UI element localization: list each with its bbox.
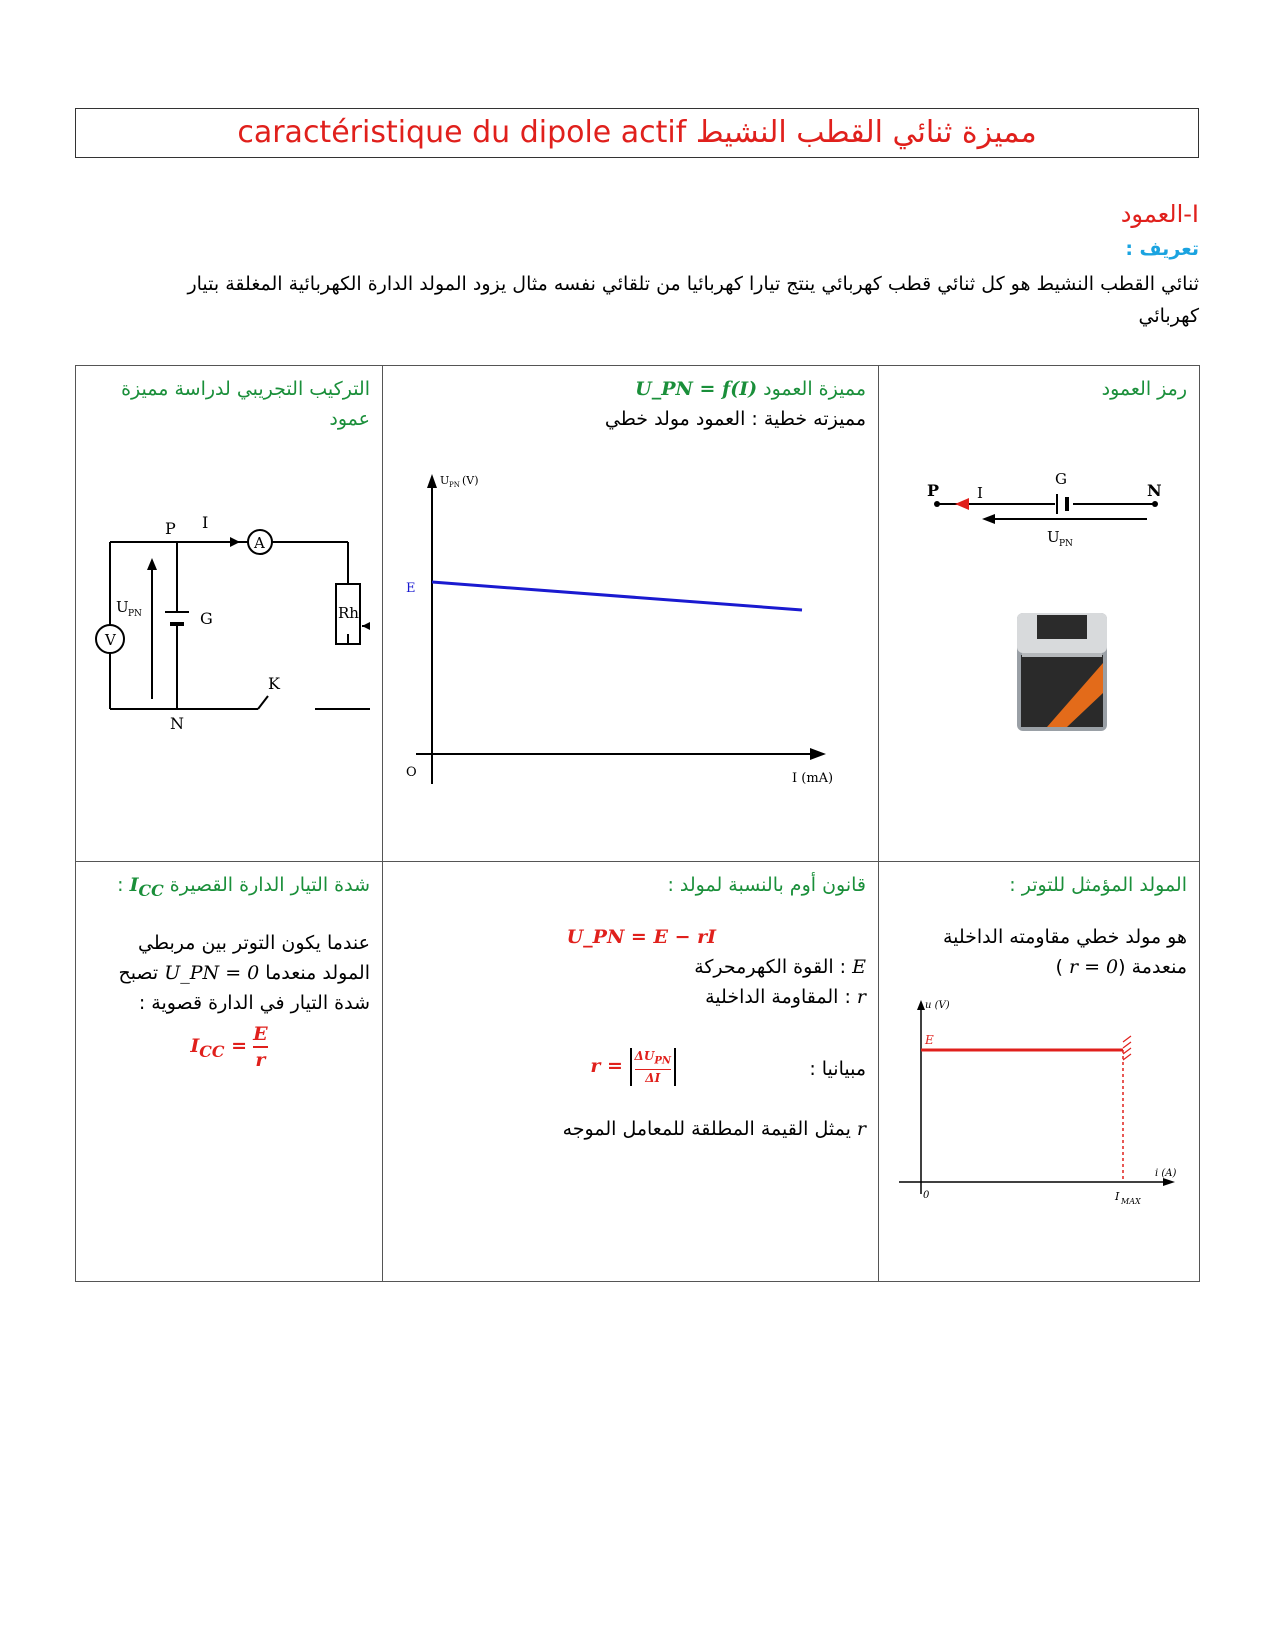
- symbol-label-i: I: [977, 484, 983, 502]
- characteristic-cell: [383, 366, 879, 862]
- section-heading: I-العمود: [1120, 200, 1199, 228]
- characteristic-formula: U_PN = f(I): [635, 378, 758, 400]
- circuit-label-u: U: [116, 598, 129, 616]
- icc-text-1: عندما يكون التوتر بين مربطي المولد منعدما: [138, 931, 370, 984]
- r-formula-num: ΔU: [634, 1049, 655, 1063]
- ideal-header: المولد المؤمثل للتوتر :: [1009, 874, 1187, 896]
- ohm-cell: [383, 862, 879, 1282]
- ideal-graph-imax: I: [1115, 1190, 1120, 1203]
- ohm-r-line: [395, 982, 866, 1012]
- graph-e-label: E: [406, 581, 416, 596]
- ideal-text: [891, 922, 1187, 982]
- circuit-diagram: [80, 474, 370, 734]
- battery-photo: [897, 593, 1187, 733]
- characteristic-graph: [396, 464, 866, 794]
- ohm-e-line: [395, 952, 866, 982]
- symbol-label-p: P: [927, 481, 940, 500]
- symbol-header: رمز العمود: [1101, 378, 1187, 400]
- circuit-label-u-sub: PN: [128, 609, 142, 619]
- characteristic-line: [432, 582, 802, 610]
- characteristic-header-text: مميزة العمود: [763, 378, 866, 400]
- definition-heading: تعريف :: [1125, 238, 1199, 260]
- setup-cell: [76, 366, 383, 862]
- battery-symbol: [897, 464, 1187, 564]
- content-table: [75, 365, 1200, 1282]
- ideal-graph-imax-sub: MAX: [1121, 1197, 1141, 1206]
- circuit-label-p: P: [165, 519, 176, 538]
- icc-formula-sub: CC: [199, 1042, 225, 1062]
- icc-text-2: تصبح شدة التيار في الدارة قصوية :: [118, 961, 370, 1014]
- ideal-text-1: هو مولد خطي مقاومته الداخلية منعدمة (: [942, 926, 1187, 978]
- r-meaning-symbol: r: [856, 1118, 866, 1140]
- icc-cell: [76, 862, 383, 1282]
- symbol-cell: [879, 366, 1200, 862]
- circuit-label-rh: Rh: [338, 604, 359, 622]
- icc-formula-num: E: [253, 1022, 267, 1048]
- icc-symbol: I: [129, 874, 139, 896]
- icc-colon: :: [117, 874, 130, 896]
- icc-formula: $I_{CC}$ = $\frac{E}{r}$: [190, 1022, 268, 1071]
- circuit-label-k: K: [268, 674, 280, 693]
- ohm-r-symbol: r: [856, 986, 866, 1008]
- page-title: caractéristique du dipole actif مميزة ثنائي القطب النشيط: [75, 108, 1199, 158]
- graph-y-sub: PN: [449, 481, 460, 489]
- circuit-label-i: I: [202, 513, 209, 532]
- ohm-r-desc: : المقاومة الداخلية: [705, 986, 857, 1008]
- icc-formula-den: r: [255, 1048, 266, 1071]
- graph-y-unit: (V): [462, 474, 479, 487]
- icc-header-text: شدة التيار الدارة القصيرة: [169, 874, 370, 896]
- ohm-formula: U_PN = E − rI: [566, 926, 716, 948]
- graph-origin: O: [406, 765, 417, 780]
- ohm-header: قانون أوم بالنسبة لمولد :: [667, 874, 866, 896]
- ideal-cell: [879, 862, 1200, 1282]
- graphically-label: مبيانيا :: [809, 1058, 866, 1080]
- ideal-graph-y-label: u (V): [925, 1000, 950, 1011]
- circuit-label-n: N: [170, 714, 184, 733]
- r-formula: [590, 1048, 676, 1086]
- icc-condition: U_PN = 0: [164, 961, 260, 984]
- ideal-graph-origin: 0: [923, 1190, 930, 1201]
- ohm-e-symbol: E: [852, 956, 866, 978]
- symbol-label-g: G: [1055, 470, 1067, 488]
- circuit-label-v: V: [105, 631, 116, 649]
- characteristic-text: مميزته خطية : العمود مولد خطي: [604, 408, 866, 430]
- ideal-graph: [897, 994, 1197, 1214]
- r-meaning-text: يمثل القيمة المطلقة للمعامل الموجه: [562, 1118, 857, 1140]
- symbol-label-n: N: [1147, 481, 1162, 500]
- circuit-label-a: A: [254, 534, 265, 552]
- ideal-formula: r = 0: [1068, 956, 1119, 978]
- graph-x-label: I (mA): [792, 771, 834, 786]
- graph-y-label: U: [440, 474, 450, 487]
- icc-header: [88, 870, 370, 906]
- ideal-graph-x-label: i (A): [1155, 1168, 1177, 1179]
- definition-text: ثنائي القطب النشيط هو كل ثنائي قطب كهربائي ينتج تيارا كهربائيا من تلقائي نفسه مثال يزود المولد الدارة الكهربائية المغلقة بتيار كهربائي: [187, 273, 1199, 327]
- ohm-e-desc: : القوة الكهرمحركة: [694, 956, 853, 978]
- ohm-graph-line: [395, 1048, 866, 1088]
- r-formula-lhs: r =: [590, 1055, 623, 1078]
- r-formula-num-sub: PN: [654, 1055, 671, 1067]
- setup-header: التركيب التجريبي لدراسة مميزة عمود: [121, 378, 370, 430]
- icc-text: [88, 928, 370, 1018]
- icc-formula-lhs: I: [190, 1035, 200, 1058]
- ideal-text-2: ): [1055, 956, 1069, 978]
- symbol-label-u: U: [1047, 528, 1060, 546]
- icc-sub: CC: [138, 880, 164, 900]
- characteristic-header: [395, 374, 866, 404]
- ideal-graph-e-label: E: [925, 1033, 934, 1047]
- r-meaning: [395, 1114, 866, 1144]
- r-formula-den: ΔI: [645, 1071, 661, 1086]
- symbol-label-u-sub: PN: [1059, 539, 1073, 549]
- circuit-label-g: G: [200, 609, 213, 628]
